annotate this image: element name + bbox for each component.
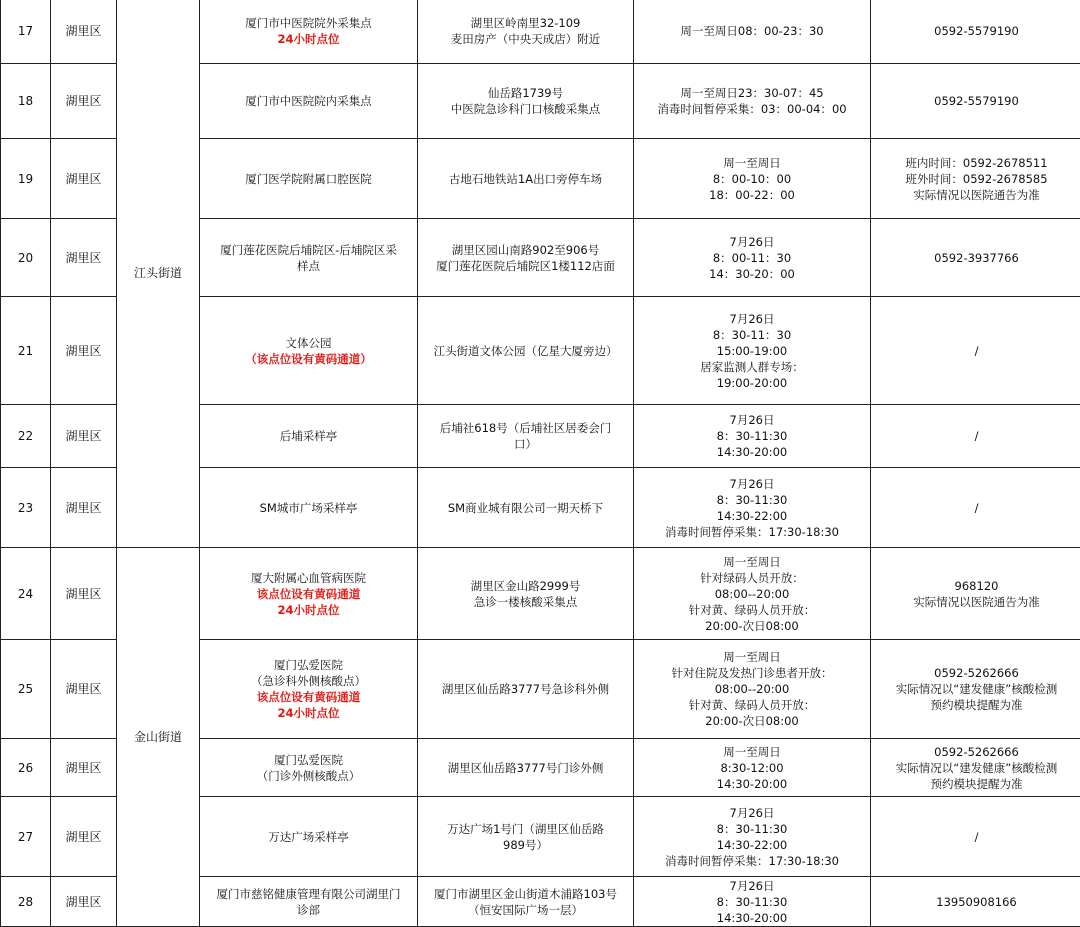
address-line: 急诊一楼核酸采集点 [473, 594, 578, 609]
site-name-line: 厦门莲花医院后埔院区-后埔院区采 [220, 242, 397, 257]
row-number-cell: 17 [1, 0, 51, 64]
phone-line: 13950908166 [936, 894, 1017, 909]
hours-line: 周一至周日 [723, 744, 781, 759]
hours-line: 8:30-12:00 [720, 760, 784, 775]
site-name-cell [200, 0, 418, 64]
site-name-line: 24小时点位 [277, 706, 340, 720]
phone-line: 0592-5262666 [934, 744, 1019, 759]
site-name-cell [200, 640, 418, 739]
phone-line: / [974, 500, 979, 515]
phone-line: 预约模块提醒为准 [930, 776, 1023, 791]
district-cell: 湖里区 [51, 139, 117, 219]
site-name-cell [200, 877, 418, 927]
address-line: 989号） [503, 837, 548, 852]
address-line: 麦田房产（中央天成店）附近 [450, 32, 601, 46]
hours-line: 消毒时间暂停采集：17:30-18:30 [665, 524, 839, 539]
hours-cell [634, 405, 871, 468]
site-name-line: 文体公园 [285, 335, 332, 350]
address-line: （恒安国际广场一层） [468, 902, 583, 917]
district-cell: 湖里区 [51, 64, 117, 139]
hours-cell [634, 797, 871, 877]
address-cell [418, 739, 634, 797]
address-cell [418, 640, 634, 739]
phone-line: 0592-3937766 [934, 250, 1019, 265]
hours-line: 7月26日 [729, 413, 775, 427]
hours-line: 7月26日 [729, 805, 775, 820]
phone-cell [871, 739, 1080, 797]
hours-cell [634, 64, 871, 139]
hours-line: 周一至周日 [723, 155, 781, 170]
hours-line: 14：30-20：00 [709, 266, 795, 281]
address-cell [418, 0, 634, 64]
address-line: 口） [514, 437, 537, 451]
site-name-line: SM城市广场采样亭 [259, 500, 358, 515]
hours-line: 周一至周日08：00-23：30 [680, 24, 824, 38]
row-number-cell: 21 [1, 297, 51, 405]
hours-cell [634, 548, 871, 640]
address-line: 湖里区金山路2999号 [470, 578, 581, 593]
phone-line: 实际情况以“建发健康”核酸检测 [895, 760, 1058, 775]
address-line: 仙岳路1739号 [487, 86, 564, 100]
phone-line: 班外时间：0592-2678585 [905, 171, 1048, 186]
site-name-cell [200, 797, 418, 877]
site-name-cell [200, 739, 418, 797]
address-line: 江头街道文体公园（亿星大厦旁边） [433, 343, 618, 358]
row-number-cell: 28 [1, 877, 51, 927]
site-name-line: 厦大附属心血管病医院 [251, 570, 366, 585]
address-line: 湖里区岭南里32-109 [470, 16, 581, 30]
district-cell: 湖里区 [51, 640, 117, 739]
address-cell [418, 139, 634, 219]
row-number-cell: 26 [1, 739, 51, 797]
hours-line: 针对黄、绿码人员开放： [688, 602, 816, 617]
hours-line: 14:30-20:00 [716, 910, 788, 925]
phone-line: 0592-5262666 [934, 666, 1019, 680]
site-name-cell [200, 297, 418, 405]
hours-line: 15:00-19:00 [716, 343, 788, 358]
site-name-line: 24小时点位 [277, 32, 340, 46]
address-cell [418, 64, 634, 139]
table-body [1, 0, 1080, 927]
address-cell [418, 548, 634, 640]
hours-cell [634, 139, 871, 219]
district-cell: 湖里区 [51, 877, 117, 927]
phone-cell [871, 64, 1080, 139]
hours-line: 消毒时间暂停采集：17:30-18:30 [665, 853, 839, 868]
phone-line: / [974, 829, 979, 844]
row-number-cell: 25 [1, 640, 51, 739]
site-name-line: 厦门弘爱医院 [274, 752, 343, 767]
address-line: 厦门莲花医院后埔院区1楼112店面 [436, 258, 615, 273]
site-name-line: （门诊外侧核酸点） [256, 768, 361, 783]
hours-line: 08:00--20:00 [714, 682, 790, 696]
hours-cell [634, 468, 871, 548]
district-cell: 湖里区 [51, 548, 117, 640]
hours-line: 周一至周日 [723, 554, 781, 569]
site-name-line: 24小时点位 [277, 602, 340, 617]
phone-line: 0592-5579190 [934, 24, 1019, 38]
row-number-cell: 20 [1, 219, 51, 297]
phone-line: / [974, 429, 979, 443]
site-name-line: （该点位设有黄码通道） [245, 351, 372, 366]
hours-line: 8：00-10：00 [712, 171, 792, 186]
row-number-cell: 19 [1, 139, 51, 219]
address-cell [418, 297, 634, 405]
site-name-line: 厦门市中医院院内采集点 [245, 94, 372, 108]
hours-line: 8：30-11：30 [712, 327, 792, 342]
hours-line: 14:30-20:00 [716, 776, 788, 791]
hours-line: 7月26日 [729, 234, 775, 249]
hours-line: 8：30-11:30 [716, 821, 788, 836]
hours-line: 7月26日 [729, 311, 775, 326]
hours-cell [634, 640, 871, 739]
row-number-cell: 18 [1, 64, 51, 139]
site-name-line: 厦门弘爱医院 [274, 658, 343, 672]
phone-cell [871, 548, 1080, 640]
address-line: 中医院急诊科门口核酸采集点 [450, 102, 601, 116]
site-name-line: （急诊科外侧核酸点） [251, 674, 366, 688]
address-line: 湖里区仙岳路3777号门诊外侧 [447, 760, 604, 775]
address-line: 万达广场1号门（湖里区仙岳路 [447, 821, 604, 836]
phone-line: 实际情况以医院通告为准 [913, 187, 1040, 202]
site-name-line: 诊部 [297, 902, 320, 917]
phone-line: 预约模块提醒为准 [930, 698, 1023, 712]
site-name-cell [200, 139, 418, 219]
site-name-line: 后埔采样亭 [279, 429, 338, 443]
phone-cell [871, 468, 1080, 548]
street-cell: 金山街道 [117, 548, 200, 927]
hours-line: 18：00-22：00 [709, 187, 795, 202]
hours-line: 8：30-11:30 [716, 492, 788, 507]
address-cell [418, 219, 634, 297]
address-line: 后埔社618号（后埔社区居委会门 [439, 421, 612, 435]
hours-cell [634, 877, 871, 927]
hours-line: 8：30-11:30 [716, 894, 788, 909]
site-name-cell [200, 468, 418, 548]
district-cell: 湖里区 [51, 0, 117, 64]
hours-line: 居家监测人群专场： [700, 359, 804, 374]
site-name-cell [200, 405, 418, 468]
address-line: SM商业城有限公司一期天桥下 [447, 500, 604, 515]
row-number-cell: 22 [1, 405, 51, 468]
hours-line: 8：00-11：30 [712, 250, 792, 265]
district-cell: 湖里区 [51, 405, 117, 468]
hours-line: 周一至周日 [723, 650, 781, 664]
phone-cell [871, 297, 1080, 405]
hours-line: 14:30-22:00 [716, 508, 788, 523]
district-cell: 湖里区 [51, 739, 117, 797]
address-line: 厦门市湖里区金山街道木浦路103号 [434, 886, 617, 901]
hours-line: 14:30-22:00 [716, 837, 788, 852]
street-cell: 江头街道 [117, 0, 200, 548]
row-number-cell: 24 [1, 548, 51, 640]
phone-cell [871, 219, 1080, 297]
hours-cell [634, 739, 871, 797]
district-cell: 湖里区 [51, 297, 117, 405]
site-name-line: 厦门市慈铭健康管理有限公司湖里门 [216, 886, 401, 901]
hours-line: 19:00-20:00 [716, 375, 788, 390]
hours-line: 8：30-11:30 [716, 429, 788, 443]
site-name-cell [200, 548, 418, 640]
hours-line: 针对绿码人员开放： [700, 570, 804, 585]
hours-line: 20:00-次日08:00 [705, 714, 799, 728]
hours-line: 针对住院及发热门诊患者开放： [671, 666, 833, 680]
hours-line: 08:00--20:00 [714, 586, 790, 601]
hours-line: 20:00-次日08:00 [705, 618, 799, 633]
address-cell [418, 405, 634, 468]
hours-line: 14:30-20:00 [716, 445, 788, 459]
address-line: 古地石地铁站1A出口旁停车场 [448, 171, 603, 186]
site-name-cell [200, 64, 418, 139]
phone-line: 班内时间：0592-2678511 [905, 155, 1048, 170]
row-number-cell: 27 [1, 797, 51, 877]
site-name-cell [200, 219, 418, 297]
site-name-line: 厦门市中医院院外采集点 [245, 16, 372, 30]
hours-line: 针对黄、绿码人员开放： [688, 698, 816, 712]
hours-line: 周一至周日23：30-07：45 [680, 86, 824, 100]
phone-cell [871, 640, 1080, 739]
hours-line: 7月26日 [729, 878, 775, 893]
address-cell [418, 468, 634, 548]
phone-line: 968120 [954, 578, 999, 593]
site-name-line: 样点 [297, 258, 320, 273]
phone-cell [871, 405, 1080, 468]
phone-cell [871, 0, 1080, 64]
district-cell: 湖里区 [51, 468, 117, 548]
row-number-cell: 23 [1, 468, 51, 548]
address-cell [418, 797, 634, 877]
district-cell: 湖里区 [51, 219, 117, 297]
site-name-line: 该点位设有黄码通道 [256, 586, 361, 601]
phone-line: 实际情况以“建发健康”核酸检测 [895, 682, 1058, 696]
hours-line: 消毒时间暂停采集：03：00-04：00 [657, 102, 847, 116]
site-name-line: 万达广场采样亭 [268, 829, 349, 844]
address-line: 湖里区仙岳路3777号急诊科外侧 [441, 682, 610, 696]
site-name-line: 厦门医学院附属口腔医院 [245, 171, 372, 186]
phone-line: / [974, 343, 979, 358]
table-row [1, 548, 1080, 640]
hours-cell [634, 0, 871, 64]
hours-cell [634, 297, 871, 405]
hours-cell [634, 219, 871, 297]
hours-line: 7月26日 [729, 476, 775, 491]
address-cell [418, 877, 634, 927]
district-cell: 湖里区 [51, 797, 117, 877]
table-row [1, 0, 1080, 64]
phone-cell [871, 139, 1080, 219]
address-line: 湖里区园山南路902至906号 [451, 242, 600, 257]
phone-line: 0592-5579190 [934, 94, 1019, 108]
phone-cell [871, 797, 1080, 877]
phone-cell [871, 877, 1080, 927]
phone-line: 实际情况以医院通告为准 [913, 594, 1040, 609]
site-name-line: 该点位设有黄码通道 [256, 690, 361, 704]
